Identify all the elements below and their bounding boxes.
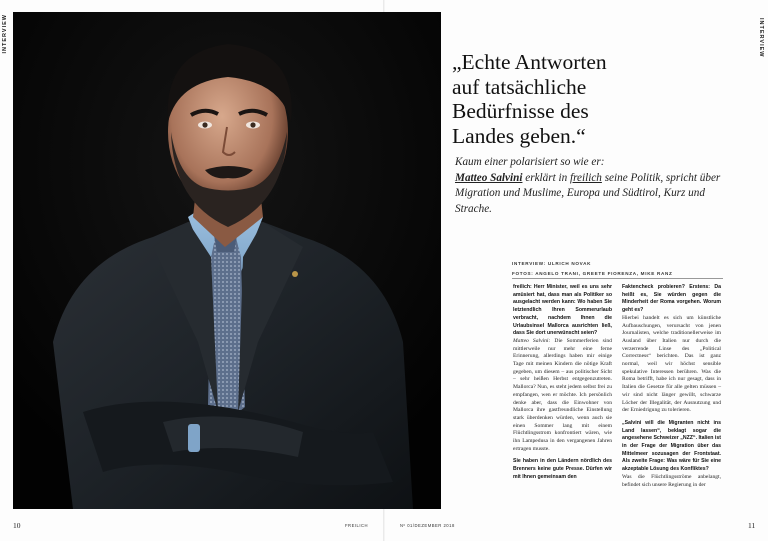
- question: freilich: Herr Minister, weil es uns sehr amüsiert hat, dass man als Politiker so ausgelacht werden kann: Wo haben Sie letztendlich Ihren Sommerurlaub verbracht, nachdem Ihnen die Urlaubsinsel Mallorca ausrichten ließ, dass Sie dort unerwünscht seien?: [513, 284, 612, 337]
- headline-line: Bedürfnisse des: [452, 99, 589, 123]
- lapel-pin: [292, 271, 298, 277]
- article-column-2: [622, 284, 721, 489]
- portrait-illustration: [13, 12, 441, 509]
- left-section-label: INTERVIEW: [2, 14, 8, 54]
- standfirst: [455, 155, 725, 217]
- headline-line: auf tatsächliche: [452, 74, 587, 99]
- question: „Salvini will die Migranten nicht ins Land lassen“, beklagt sogar die angesehene Schweizer „NZZ“. Italien ist in der Frage der Migration über das Mittelmeer sozusagen der Frontstaat. Als zweite Frage: Was wäre für Sie eine akzeptable Lösung des Konfliktes?: [622, 419, 721, 473]
- left-pupil: [202, 122, 207, 127]
- portrait-photo: [13, 12, 441, 509]
- right-pupil: [250, 122, 255, 127]
- standfirst-text: erklärt in: [522, 171, 570, 184]
- footer-magazine: FREILICH: [345, 523, 369, 528]
- standfirst-text: seine Politik, spricht über Migration und Muslime, Europa und Südtirol, Kurz und Strache.: [455, 171, 721, 215]
- shirt-cuff: [188, 424, 200, 452]
- headline: [452, 50, 752, 148]
- photo-credit: FOTOS: ANGELO TRANI, GREETE FIORENZA, MIKE RANZ: [512, 271, 673, 276]
- page-number-right: 11: [748, 521, 756, 530]
- answer-text: Die Sommerferien sind mittlerweile nur mehr eine ferne Erinnerung, allerdings haben mir einige Tage mit meinen Kindern die nötige Kraft gegeben, um diesem – aus politischer Sicht – sehr heißen Herbst entgegenzutreten. Mallorca? Nun, es steht jedem selbst frei zu empfangen, wen er möchte. Ich persönlich denke aber, dass die Einwohner von Mallorca ihre gastfreundliche Einstellung stark überdenken würden, wenn auch sie einen Sommer lang mit einem Flüchtlingsstrom konfrontiert wären, wie ihn Lampedusa in den vergangenen Jahren ertragen musste.: [513, 337, 612, 452]
- speaker-name: Matteo Salvini:: [513, 337, 551, 344]
- right-section-label: INTERVIEW: [758, 18, 764, 58]
- answer: [513, 338, 612, 454]
- answer: Was die Flüchtlingsströme anbelangt, befindet sich unsere Regierung in der: [622, 473, 721, 488]
- standfirst-magazine: freilich: [570, 171, 602, 184]
- headline-line: Landes geben.“: [452, 123, 586, 148]
- standfirst-name: Matteo Salvini: [455, 171, 523, 184]
- standfirst-text: Kaum einer polarisiert so wie er:: [455, 156, 605, 168]
- interview-credit: INTERVIEW: ULRICH NOVAK: [512, 261, 592, 266]
- question: Sie haben in den Ländern nördlich des Brenners keine gute Presse. Dürfen wir mit Ihnen gemeinsam den: [513, 458, 612, 480]
- credits: [512, 259, 673, 279]
- article-column-1: [513, 284, 612, 482]
- answer: Hierbei handelt es sich um künstliche Aufbauschungen, verursacht von jenen Journalisten, welche traditionellerweise im Ausland über Italien nur durch die verzerrende Linse des „Political Correctness“ berichten. Das ist ganz normal, weil wir höchst sensible spekulative Interessen berühren. Was die Roma betrifft, habe ich nur gesagt, dass in Italien die Gesetze für alle gelten müssen – wir sind nicht länger gewillt, schwarze Löcher der Illegalität, der Ausnutzung und der Erniedrigung zu tolerieren.: [622, 314, 721, 414]
- page-number-left: 10: [13, 521, 21, 530]
- credit-divider: [512, 278, 723, 279]
- question: Faktencheck probieren? Erstens: Da heißt es, Sie würden gegen die Minderheit der Roma vorgehen. Worum geht es?: [622, 284, 721, 314]
- headline-line: „Echte Antworten: [452, 50, 607, 74]
- footer-issue: Nº 01/DEZEMBER 2018: [400, 523, 455, 528]
